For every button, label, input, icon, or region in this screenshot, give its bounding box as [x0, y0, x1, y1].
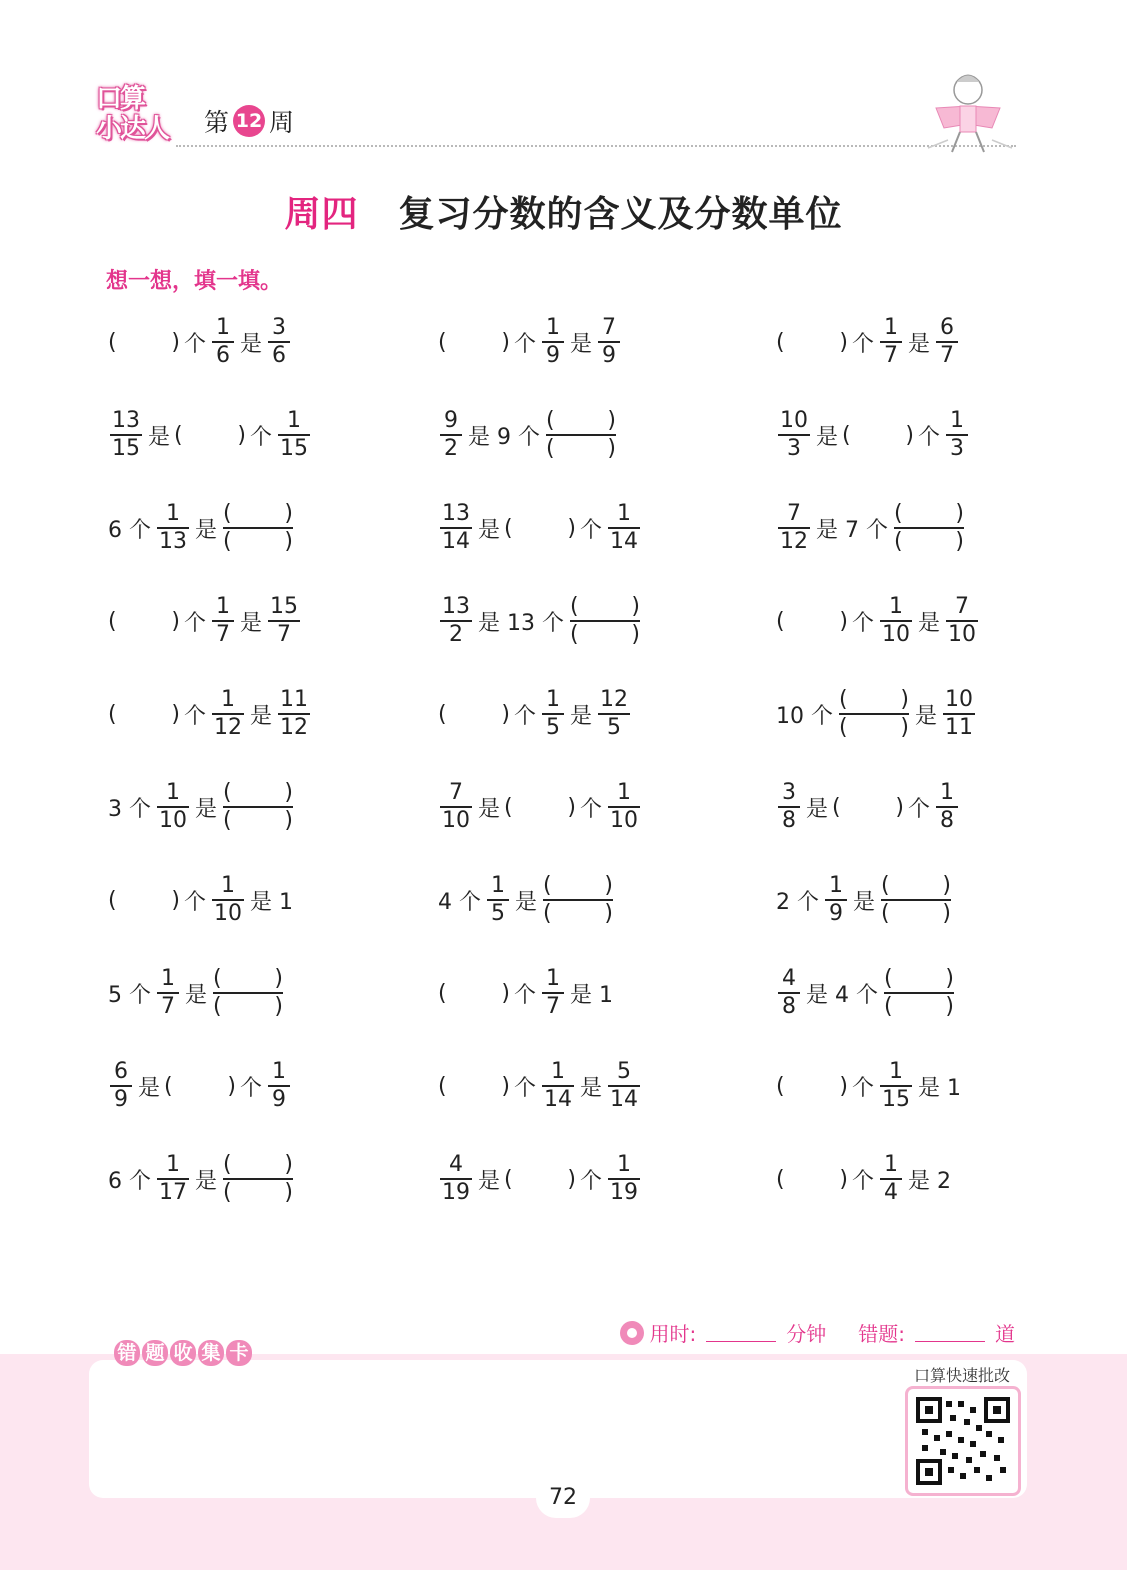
fraction: $\frac{1}{10}$ [610, 780, 639, 833]
fraction: $\frac{3}{8}$ [778, 780, 800, 834]
fraction: $\frac{1}{5}$ [542, 687, 564, 741]
fraction: $\frac{1}{12}$ [214, 687, 243, 740]
qr-code-icon[interactable] [905, 1386, 1021, 1496]
time-label: 用时: [649, 1322, 697, 1346]
fraction: $\frac{6}{7}$ [936, 315, 958, 369]
exercise-item [106, 1054, 294, 1118]
fraction: $\frac{13}{14}$ [442, 501, 470, 554]
exercise-text: 是 1 [918, 1075, 962, 1101]
fraction: $\frac{1}{4}$ [880, 1152, 902, 1206]
exercise-text: 6 个 [108, 517, 151, 543]
exercise-text: 5 个 [108, 982, 151, 1008]
fraction-blank[interactable]: ( ) ( ) [839, 687, 909, 740]
time-unit: 分钟 [786, 1322, 827, 1346]
exercise-text: 10 个 [776, 703, 833, 729]
exercise-text: 个 [908, 796, 931, 822]
logo-line2: 小达人 [96, 114, 169, 144]
answer-blank[interactable]: ( ) [504, 515, 577, 541]
exercise-item [774, 775, 962, 839]
exercise-text: 是 [570, 331, 593, 357]
time-input[interactable] [706, 1323, 776, 1342]
fraction: $\frac{1}{8}$ [936, 780, 958, 834]
exercise-item [774, 961, 958, 1025]
exercise-text: 个 [852, 331, 875, 357]
exercise-item [106, 310, 294, 374]
exercise-text: 是 [478, 796, 501, 822]
fraction: $\frac{7}{10}$ [948, 594, 977, 647]
header-divider [176, 145, 1016, 147]
exercise-text: 个 [514, 1075, 537, 1101]
error-label: 错题: [858, 1322, 905, 1346]
week-label: 第 12 周 [204, 103, 294, 139]
exercise-text: 是 [515, 889, 538, 915]
fraction-blank[interactable]: ( ) ( ) [883, 966, 954, 1019]
week-number-badge: 12 [233, 105, 265, 137]
fraction: $\frac{1}{14}$ [610, 501, 639, 554]
exercise-text: 个 [514, 703, 537, 729]
exercise-item [436, 682, 634, 746]
qr-label: 口算快速批改 [914, 1366, 1011, 1385]
fraction: $\frac{1}{9}$ [268, 1059, 290, 1113]
card-title: 错 题 收 集 卡 [114, 1340, 252, 1366]
fraction: $\frac{1}{17}$ [159, 1152, 187, 1205]
instruction: 想一想，填一填。 [106, 269, 283, 294]
exercise-text: 个 [918, 424, 941, 450]
fraction: $\frac{1}{9}$ [825, 873, 847, 927]
exercise-text: 个 [580, 796, 603, 822]
fraction: $\frac{4}{19}$ [442, 1152, 470, 1205]
logo-line1: 口算 [96, 84, 145, 114]
answer-blank[interactable]: ( ) [438, 701, 510, 727]
fraction-blank[interactable]: ( ) ( ) [569, 594, 640, 647]
fraction-blank[interactable]: ( ) ( ) [213, 966, 284, 1019]
answer-blank[interactable]: ( ) [776, 329, 848, 355]
fraction: $\frac{1}{15}$ [882, 1059, 911, 1112]
exercise-text: 是 [580, 1075, 603, 1101]
fraction: $\frac{6}{9}$ [110, 1059, 132, 1113]
fraction-blank[interactable]: ( ) ( ) [893, 501, 964, 554]
exercise-text: 是 [478, 1168, 501, 1194]
exercise-item [436, 1054, 644, 1118]
answer-blank[interactable]: ( ) [776, 608, 848, 634]
answer-blank[interactable]: ( ) [776, 1166, 848, 1192]
exercise-text: 是 7 个 [816, 517, 888, 543]
fraction: $\frac{7}{12}$ [780, 501, 808, 554]
exercise-item [774, 868, 955, 932]
fraction: $\frac{1}{10}$ [214, 873, 243, 926]
fraction: $\frac{15}{7}$ [270, 594, 299, 647]
answer-blank[interactable]: ( ) [504, 794, 577, 820]
title-topic: 复习分数的含义及分数单位 [398, 194, 843, 235]
exercise-item [436, 403, 620, 467]
exercise-text: 是 1 [250, 889, 294, 915]
exercise-item [774, 496, 968, 560]
fraction: $\frac{1}{7}$ [542, 966, 564, 1020]
exercise-text: 是 [138, 1075, 161, 1101]
fraction: $\frac{1}{9}$ [542, 315, 564, 369]
fraction-blank[interactable]: ( ) ( ) [223, 780, 294, 833]
exercise-text: 是 [240, 331, 263, 357]
exercise-item [436, 589, 644, 653]
answer-blank[interactable]: ( ) [174, 422, 247, 448]
exercise-item [774, 589, 982, 653]
exercise-text: 个 [852, 610, 875, 636]
exercise-item [436, 496, 644, 560]
exercise-text: 是 [915, 703, 938, 729]
exercise-item [106, 868, 295, 932]
answer-blank[interactable]: ( ) [438, 1073, 510, 1099]
exercise-text: 6 个 [108, 1168, 151, 1194]
exercise-item [774, 1054, 963, 1118]
fraction: $\frac{1}{19}$ [610, 1152, 639, 1205]
fraction-blank[interactable]: ( ) ( ) [223, 1152, 294, 1205]
answer-blank[interactable]: ( ) [108, 608, 180, 634]
exercise-text: 个 [184, 703, 207, 729]
exercise-item [106, 961, 287, 1025]
exercise-item [106, 682, 314, 746]
exercise-text: 个 [184, 331, 207, 357]
error-input[interactable] [915, 1323, 985, 1342]
fraction-blank[interactable]: ( ) ( ) [223, 501, 294, 554]
fraction: $\frac{1}{14}$ [544, 1059, 573, 1112]
fraction-blank[interactable]: ( ) ( ) [543, 873, 614, 926]
fraction: $\frac{7}{9}$ [598, 315, 620, 369]
exercise-item [106, 403, 314, 467]
fraction: $\frac{1}{7}$ [880, 315, 902, 369]
exercise-text: 个 [514, 982, 537, 1008]
fraction: $\frac{9}{2}$ [440, 408, 462, 462]
fraction: $\frac{7}{10}$ [442, 780, 470, 833]
exercise-text: 是 1 [570, 982, 614, 1008]
fraction: $\frac{1}{7}$ [212, 594, 234, 648]
exercise-text: 个 [184, 610, 207, 636]
fraction: $\frac{1}{6}$ [212, 315, 234, 369]
exercise-text: 2 个 [776, 889, 819, 915]
fraction: $\frac{1}{3}$ [946, 408, 968, 462]
fraction: $\frac{4}{8}$ [778, 966, 800, 1020]
answer-blank[interactable]: ( ) [832, 794, 905, 820]
answer-blank[interactable]: ( ) [108, 329, 180, 355]
page-number: 72 [536, 1478, 590, 1518]
fraction: $\frac{1}{5}$ [487, 873, 509, 927]
fraction: $\frac{1}{10}$ [882, 594, 911, 647]
exercise-text: 个 [184, 889, 207, 915]
exercise-item [106, 775, 297, 839]
logo [96, 84, 180, 150]
fraction: $\frac{13}{15}$ [112, 408, 140, 461]
exercise-text: 是 [816, 424, 839, 450]
exercise-text: 是 [853, 889, 876, 915]
exercise-text: 个 [852, 1168, 875, 1194]
exercise-text: 个 [580, 1168, 603, 1194]
exercise-text: 个 [580, 517, 603, 543]
exercise-text: 是 [570, 703, 593, 729]
exercise-text: 个 [250, 424, 273, 450]
title-day: 周四 [284, 194, 359, 235]
exercise-text: 是 [185, 982, 208, 1008]
exercise-text: 个 [852, 1075, 875, 1101]
exercise-item [774, 1147, 953, 1211]
exercise-text: 个 [240, 1075, 263, 1101]
fraction: $\frac{1}{13}$ [159, 501, 187, 554]
page-title [0, 186, 1127, 237]
fraction: $\frac{11}{12}$ [280, 687, 309, 740]
exercise-text: 是 [195, 796, 218, 822]
exercise-text: 3 个 [108, 796, 151, 822]
exercise-text: 4 个 [438, 889, 481, 915]
exercise-text: 是 [478, 517, 501, 543]
fraction: $\frac{12}{5}$ [600, 687, 629, 740]
exercise-item [436, 961, 615, 1025]
fraction: $\frac{3}{6}$ [268, 315, 290, 369]
time-record [620, 1318, 1016, 1347]
exercise-item [436, 310, 624, 374]
fraction-blank[interactable]: ( ) ( ) [545, 408, 616, 461]
exercise-item [774, 403, 972, 467]
exercise-text: 是 4 个 [806, 982, 878, 1008]
exercise-text: 是 [806, 796, 829, 822]
fraction: $\frac{10}{3}$ [780, 408, 808, 461]
fraction: $\frac{10}{11}$ [945, 687, 974, 740]
exercise-item [436, 775, 644, 839]
exercise-text: 是 [195, 1168, 218, 1194]
exercise-item [106, 1147, 297, 1211]
answer-blank[interactable]: ( ) [108, 701, 180, 727]
fraction: $\frac{1}{7}$ [157, 966, 179, 1020]
fraction-blank[interactable]: ( ) ( ) [881, 873, 952, 926]
exercise-text: 个 [514, 331, 537, 357]
exercise-item [436, 1147, 644, 1211]
fraction: $\frac{1}{15}$ [280, 408, 309, 461]
exercise-text: 是 [918, 610, 941, 636]
exercise-text: 是 [908, 331, 931, 357]
fraction: $\frac{5}{14}$ [610, 1059, 639, 1112]
answer-blank[interactable]: ( ) [438, 329, 510, 355]
answer-blank[interactable]: ( ) [776, 1073, 848, 1099]
answer-blank[interactable]: ( ) [842, 422, 915, 448]
exercise-text: 是 [195, 517, 218, 543]
exercise-item [106, 589, 304, 653]
exercise-text: 是 2 [908, 1168, 952, 1194]
stopwatch-icon [620, 1321, 644, 1345]
fraction: $\frac{13}{2}$ [442, 594, 470, 647]
error-unit: 道 [995, 1322, 1015, 1346]
exercise-item [774, 682, 979, 746]
exercise-text: 是 [250, 703, 273, 729]
exercise-item [774, 310, 962, 374]
answer-blank[interactable]: ( ) [504, 1166, 577, 1192]
exercise-text: 是 [240, 610, 263, 636]
fraction: $\frac{1}{10}$ [159, 780, 187, 833]
exercise-text: 是 [148, 424, 171, 450]
exercise-item [436, 868, 617, 932]
answer-blank[interactable]: ( ) [108, 887, 180, 913]
exercise-text: 是 9 个 [468, 424, 540, 450]
answer-blank[interactable]: ( ) [164, 1073, 237, 1099]
mascot-icon [922, 68, 1018, 160]
exercise-item [106, 496, 297, 560]
exercise-text: 是 13 个 [478, 610, 564, 636]
answer-blank[interactable]: ( ) [438, 980, 510, 1006]
